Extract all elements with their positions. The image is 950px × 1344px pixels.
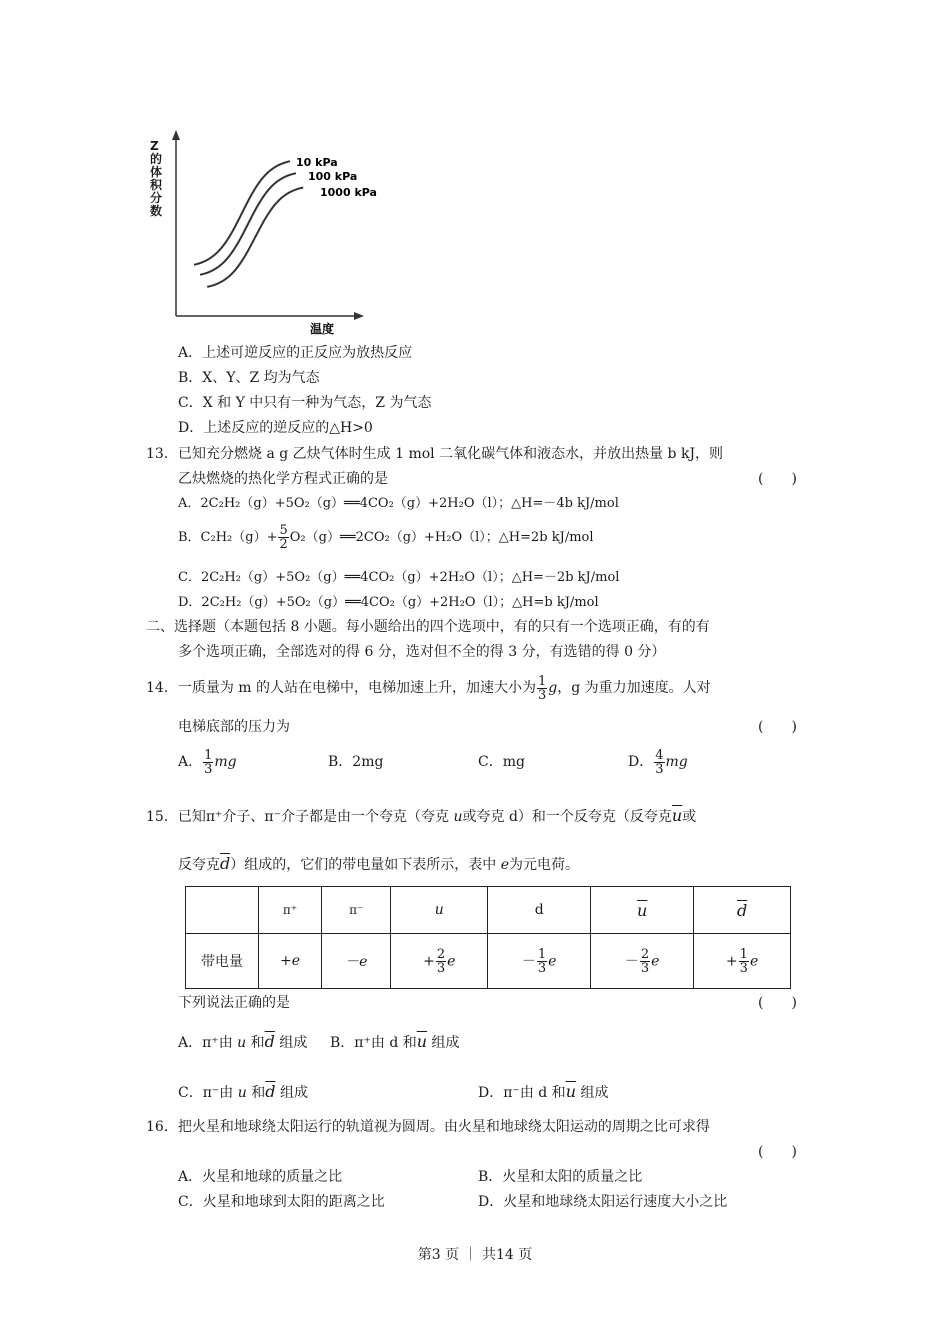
table-cell: － $\frac{2}{3}$ e [591,934,694,989]
series-label: 100 kPa [308,170,358,183]
q15-option-d: D．π⁻由 d 和$\overline{u}$ 组成 [478,1082,609,1101]
q16-stem: 16．把火星和地球绕太阳运行的轨道视为圆周。由火星和地球绕太阳运动的周期之比可求得 [146,1119,710,1135]
q16-option-b: B．火星和太阳的质量之比 [478,1169,643,1185]
series-line [200,173,296,275]
q13-option-a: A．2C₂H₂（g）+5O₂（g）══4CO₂（g）+2H₂O（l）；△H=－4b kJ/mol [178,496,619,511]
q13-number: 13． [146,446,178,462]
table-cell: + $\frac{1}{3}$ e [694,934,791,989]
q15-option-c: C．π⁻由 u 和$\overline{d}$ 组成 [178,1082,308,1101]
q13-stem-line2: 乙炔燃烧的热化学方程式正确的是 [178,471,388,487]
table-header-cell: π⁺ [259,887,322,934]
q15-stem-line1: 15．已知π⁺介子、π⁻介子都是由一个夸克（夸克 u或夸克 d）和一个反夸克（反夸克$\overline{u}$或 [146,806,697,825]
page-footer: 第3 页 ｜ 共14 页 [417,1247,533,1263]
q12-option-c: C．X 和 Y 中只有一种为气态，Z 为气态 [178,395,432,411]
section-heading-line2: 多个选项正确，全部选对的得 6 分，选对但不全的得 3 分，有选错的得 0 分） [178,644,666,660]
chart [140,128,400,338]
q13-option-b [178,518,594,558]
table-cell: +e [259,934,322,989]
q14-option-d: D． $\frac{4}{3}$ mg [628,747,688,777]
q15-stem-line2: 反夸克$\overline{d}$）组成的，它们的带电量如下表所示，表中 e为元电荷。 [178,854,579,873]
table-header-cell [186,887,259,934]
table-header-cell: π⁻ [322,887,391,934]
q14-fraction: $\frac{1}{3}$ [538,673,547,703]
q14-stem-line1: 14．一质量为 m 的人站在电梯中，电梯加速上升，加速大小为 $\frac{1}{3}$ g，g 为重力加速度。人对 [146,673,711,703]
q14-option-c: C．mg [478,754,525,770]
q15-option-b: B．π⁺由 d 和$\overline{u}$ 组成 [330,1032,460,1051]
q13-option-d: D．2C₂H₂（g）+5O₂（g）══4CO₂（g）+2H₂O（l）；△H=b kJ/mol [178,595,599,610]
table-header-cell: $\overline{u}$ [591,887,694,934]
q16-answer-paren: ( ) [758,1144,797,1160]
x-axis-label: 温度 [310,322,335,336]
table-header-cell: $\overline{d}$ [694,887,791,934]
q14-stem-line2: 电梯底部的压力为 [178,719,290,735]
y-axis-label: Z的体积分数 [150,139,163,218]
q16-option-d: D．火星和地球绕太阳运行速度大小之比 [478,1194,728,1210]
q15-option-a: A．π⁺由 u 和$\overline{d}$ 组成 [178,1032,308,1051]
q14-option-a: A． $\frac{1}{3}$ mg [178,747,237,777]
q13-b-post: O₂（g）══2CO₂（g）+H₂O（l）；△H=2b kJ/mol [289,530,594,545]
q13-option-c: C．2C₂H₂（g）+5O₂（g）══4CO₂（g）+2H₂O（l）；△H=－2b kJ/mol [178,570,620,585]
row-label: 带电量 [186,934,259,989]
q16-option-c: C．火星和地球到太阳的距离之比 [178,1194,385,1210]
q13-answer-paren: ( ) [758,471,797,487]
section-heading-line1: 二、选择题（本题包括 8 小题。每小题给出的四个选项中，有的只有一个选项正确，有的有 [146,619,710,635]
q12-option-a: A．上述可逆反应的正反应为放热反应 [178,345,413,361]
y-axis-arrow [172,130,180,140]
table-cell: －e [322,934,391,989]
x-axis-arrow [354,312,364,320]
charge-table [185,886,791,989]
q12-option-b: B．X、Y、Z 均为气态 [178,370,320,386]
q12-option-d: D．上述反应的逆反应的△H>0 [178,420,373,436]
table-header-row [186,887,791,934]
q15-answer-paren: ( ) [758,995,797,1011]
q15-stem-line3: 下列说法正确的是 [178,995,290,1011]
series-label: 10 kPa [296,156,338,169]
table-header-cell: u [391,887,488,934]
q14-option-b: B．2mg [328,754,384,770]
q13-stem-line1: 已知充分燃烧 a g 乙炔气体时生成 1 mol 二氧化碳气体和液态水，并放出热量 b kJ，则 [178,446,724,462]
series-line [207,188,303,287]
series-label: 1000 kPa [320,186,377,199]
q13-b-fraction: $\frac{5}{2}$ [279,523,288,552]
table-row [186,934,791,989]
table-header-cell: d [488,887,591,934]
table-cell: + $\frac{2}{3}$ e [391,934,488,989]
series-line [194,161,290,265]
q13-b-pre: B．C₂H₂（g）+ [178,530,278,545]
q14-answer-paren: ( ) [758,719,797,735]
table-cell: － $\frac{1}{3}$ e [488,934,591,989]
q16-option-a: A．火星和地球的质量之比 [178,1169,343,1185]
